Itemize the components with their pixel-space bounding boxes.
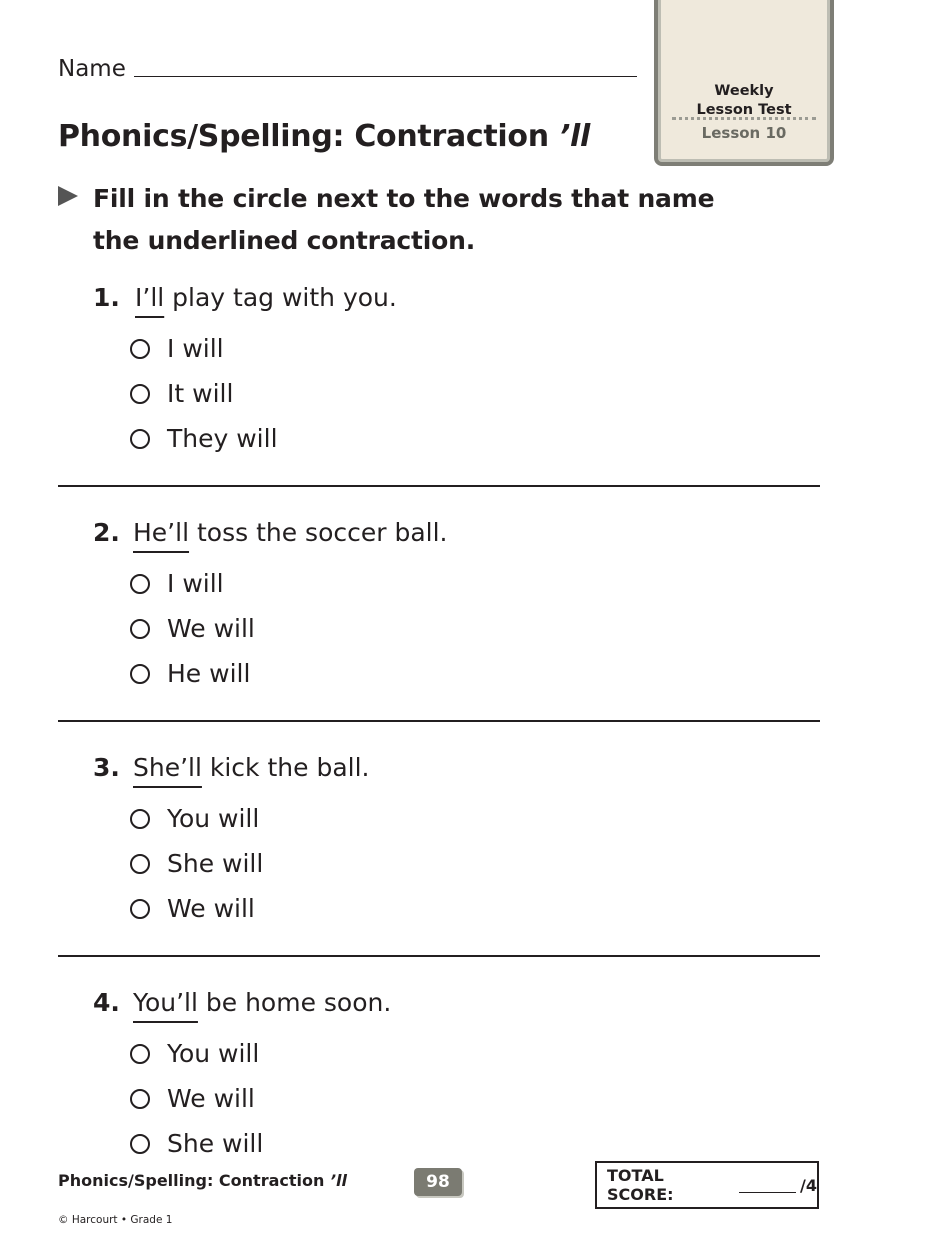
- answer-label: You will: [167, 804, 260, 833]
- answer-option[interactable]: [130, 659, 250, 688]
- answer-label: We will: [167, 1084, 255, 1113]
- answer-circle[interactable]: [130, 384, 150, 404]
- section-divider: [58, 720, 820, 722]
- instructions-line-1: Fill in the circle next to the words that name: [93, 184, 715, 213]
- answer-circle[interactable]: [130, 854, 150, 874]
- answer-label: She will: [167, 849, 264, 878]
- answer-circle[interactable]: [130, 619, 150, 639]
- page-title-text: Phonics/Spelling: Contraction: [58, 119, 559, 154]
- answer-option[interactable]: [130, 1039, 259, 1068]
- answer-label: We will: [167, 614, 255, 643]
- instructions-line-2: the underlined contraction.: [93, 226, 476, 255]
- answer-label: It will: [167, 379, 234, 408]
- answer-label: You will: [167, 1039, 260, 1068]
- answer-option[interactable]: [130, 849, 263, 878]
- answer-circle[interactable]: [130, 1134, 150, 1154]
- total-score-box: [595, 1161, 819, 1209]
- tab-weekly-text: Weekly: [714, 83, 774, 99]
- answer-option[interactable]: [130, 424, 278, 453]
- total-score-max: /4: [800, 1175, 817, 1195]
- question-3: [93, 753, 369, 782]
- question-number: 1.: [93, 283, 120, 312]
- answer-option[interactable]: [130, 569, 224, 598]
- answer-circle[interactable]: [130, 664, 150, 684]
- question-1: [93, 283, 397, 312]
- footer-title-text: Phonics/Spelling: Contraction: [58, 1171, 330, 1190]
- answer-option[interactable]: [130, 1129, 263, 1158]
- answer-label: I will: [167, 334, 224, 363]
- answer-option[interactable]: [130, 894, 255, 923]
- sentence-rest: kick the ball.: [201, 753, 370, 782]
- question-sentence: [133, 753, 369, 782]
- answer-circle[interactable]: [130, 429, 150, 449]
- sentence-rest: be home soon.: [197, 988, 392, 1017]
- question-2: [93, 518, 448, 547]
- underlined-contraction: You’ll: [133, 988, 198, 1017]
- lesson-tab: [654, 0, 834, 166]
- section-divider: [58, 955, 820, 957]
- answer-label: She will: [167, 1129, 264, 1158]
- question-sentence: [135, 283, 397, 312]
- answer-circle[interactable]: [130, 339, 150, 359]
- page-number: 98: [414, 1168, 462, 1196]
- answer-option[interactable]: [130, 804, 259, 833]
- page-title: [58, 119, 590, 154]
- answer-circle[interactable]: [130, 1044, 150, 1064]
- footer-title: [58, 1171, 347, 1190]
- question-number: 4.: [93, 988, 120, 1017]
- answer-option[interactable]: [130, 614, 255, 643]
- underlined-contraction: I’ll: [135, 283, 165, 312]
- copyright: © Harcourt • Grade 1: [58, 1214, 173, 1226]
- total-score-label: TOTAL SCORE:: [607, 1166, 674, 1204]
- sentence-rest: play tag with you.: [164, 283, 397, 312]
- answer-circle[interactable]: [130, 809, 150, 829]
- answer-option[interactable]: [130, 1084, 255, 1113]
- tab-divider: [672, 117, 816, 120]
- tab-lesson-number: Lesson 10: [701, 124, 787, 142]
- total-score-blank[interactable]: [739, 1178, 796, 1193]
- underlined-contraction: She’ll: [133, 753, 202, 782]
- question-sentence: [133, 988, 391, 1017]
- footer-title-italic: ’ll: [329, 1171, 348, 1190]
- tab-lesson-test-text: Lesson Test: [696, 102, 792, 118]
- question-number: 3.: [93, 753, 120, 782]
- answer-option[interactable]: [130, 334, 224, 363]
- question-sentence: [133, 518, 448, 547]
- lesson-tab-title: [658, 82, 830, 120]
- question-4: [93, 988, 391, 1017]
- answer-circle[interactable]: [130, 574, 150, 594]
- answer-circle[interactable]: [130, 899, 150, 919]
- answer-label: I will: [167, 569, 224, 598]
- page-title-italic: ’ll: [558, 119, 591, 154]
- name-label: Name: [58, 56, 126, 82]
- answer-label: He will: [167, 659, 251, 688]
- answer-label: We will: [167, 894, 255, 923]
- underlined-contraction: He’ll: [133, 518, 190, 547]
- answer-label: They will: [167, 424, 278, 453]
- question-number: 2.: [93, 518, 120, 547]
- instructions: [93, 178, 714, 262]
- sentence-rest: toss the soccer ball.: [189, 518, 448, 547]
- section-divider: [58, 485, 820, 487]
- answer-option[interactable]: [130, 379, 233, 408]
- answer-circle[interactable]: [130, 1089, 150, 1109]
- name-input-line[interactable]: [134, 76, 637, 77]
- instruction-arrow-icon: [58, 186, 78, 206]
